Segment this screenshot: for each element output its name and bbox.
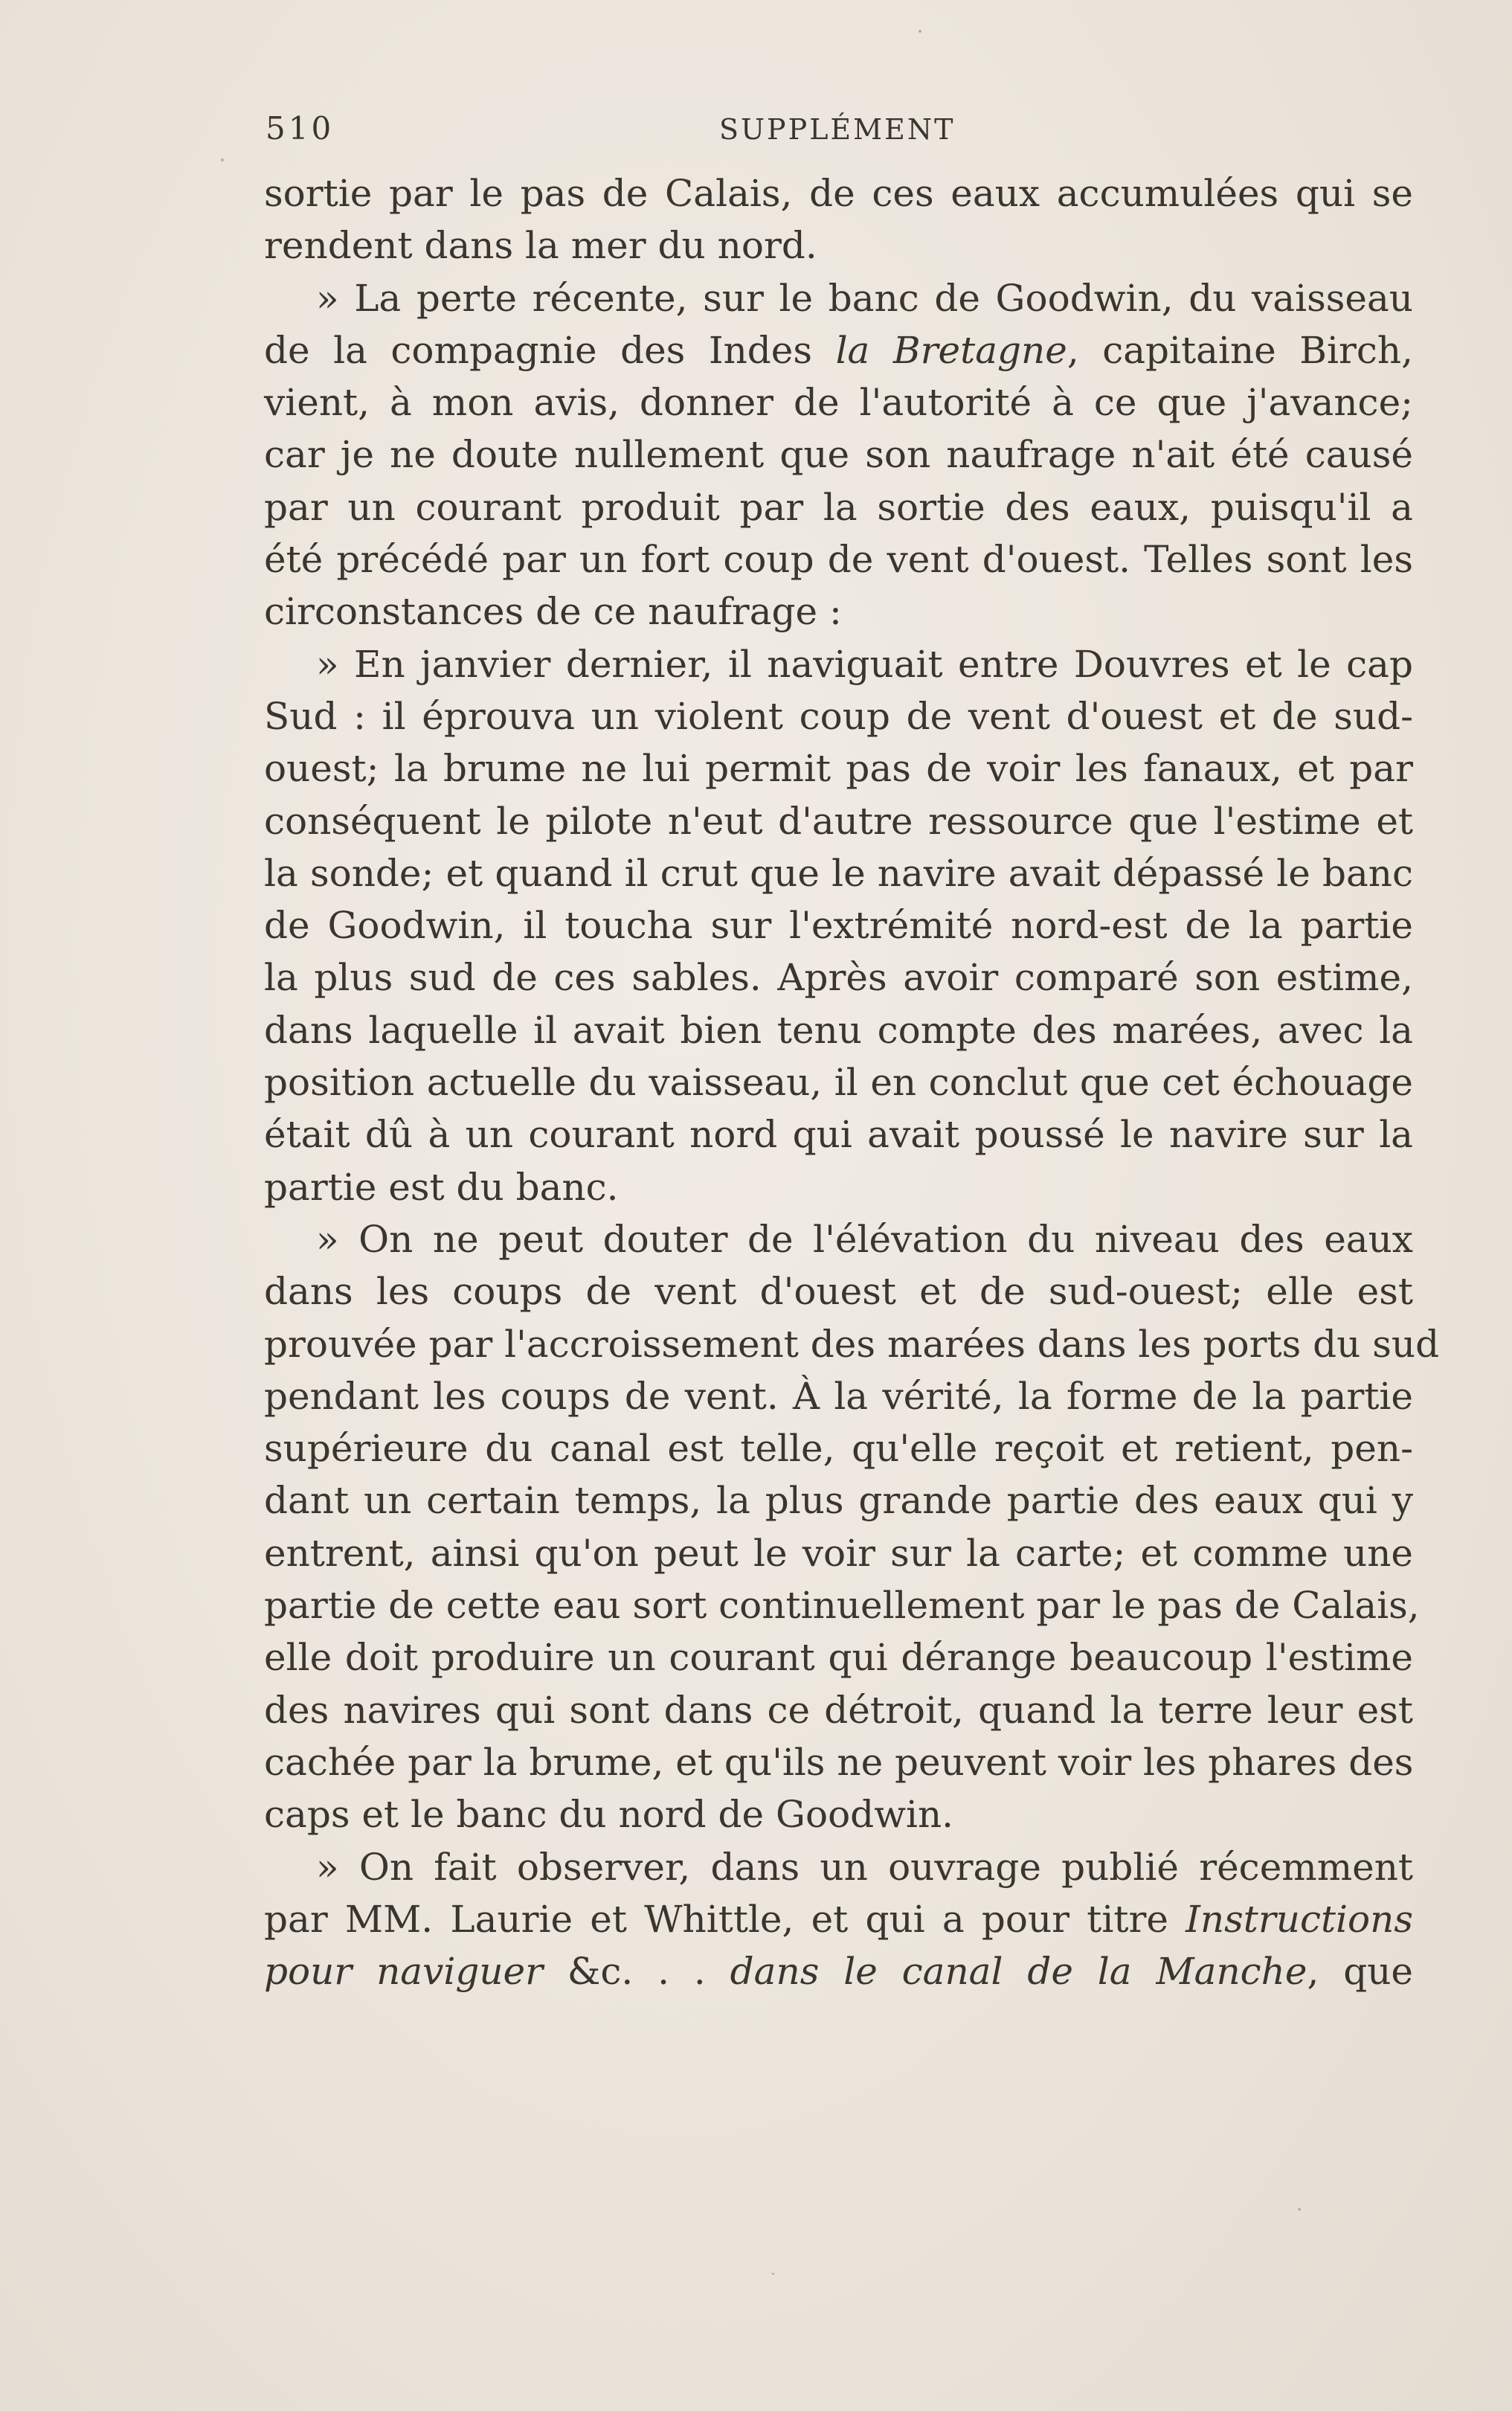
line-text: de Goodwin, il toucha sur l'extrémité nord-est de la partie (264, 904, 1413, 948)
line-text: ouest; la brume ne lui permit pas de voir les fanaux, et par (264, 747, 1413, 791)
text-line (264, 533, 1413, 585)
paper-speck (221, 158, 224, 161)
italic-text: la Bretagne (835, 328, 1067, 372)
paragraph (264, 272, 1413, 638)
line-text: position actuelle du vaisseau, il en conclut que cet échouage (264, 1061, 1413, 1105)
line-text: Sud : il éprouva un violent coup de vent d'ouest et de sud- (264, 694, 1413, 738)
text-line (264, 1108, 1413, 1160)
paragraph (264, 638, 1413, 1213)
line-text: entrent, ainsi qu'on peut le voir sur la carte; et comme une (264, 1531, 1413, 1575)
line-text: » En janvier dernier, il naviguait entre Douvres et le cap (316, 642, 1413, 686)
line-text: elle doit produire un courant qui dérange beaucoup l'estime (264, 1636, 1413, 1680)
text-line (264, 1265, 1413, 1317)
text-line (264, 1684, 1413, 1736)
line-text: , capitaine Birch, (1067, 328, 1413, 372)
italic-text: Instructions (1186, 1897, 1413, 1941)
line-text: pendant les coups de vent. À la vérité, la forme de la partie (264, 1374, 1413, 1418)
text-line (264, 742, 1413, 794)
line-text: &c. . . (543, 1950, 730, 1994)
text-line (264, 1893, 1413, 1945)
text-line (264, 1945, 1413, 1997)
line-text: des navires qui sont dans ce détroit, quand la terre leur est (264, 1688, 1413, 1732)
text-line (264, 167, 1413, 219)
text-line (264, 690, 1413, 742)
text-line (264, 638, 1413, 690)
line-text: » La perte récente, sur le banc de Goodwin, du vaisseau (316, 276, 1413, 320)
text-line (264, 1004, 1413, 1056)
text-line (264, 899, 1413, 951)
line-text: vient, à mon avis, donner de l'autorité à ce que j'avance; (264, 381, 1413, 425)
text-line (264, 1474, 1413, 1526)
line-text: circonstances de ce naufrage : (264, 590, 842, 634)
line-text: , que (1307, 1950, 1414, 1994)
text-line (264, 1422, 1413, 1474)
line-text: par MM. Laurie et Whittle, et qui a pour titre (264, 1897, 1186, 1941)
text-line (264, 1631, 1413, 1683)
line-text: par un courant produit par la sortie des eaux, puisqu'il a (264, 485, 1413, 529)
text-line (264, 1161, 1413, 1213)
text-line (264, 1056, 1413, 1108)
paragraph (264, 1841, 1413, 1998)
paper-speck (919, 30, 921, 33)
page-number: 510 (266, 110, 335, 147)
text-line (264, 481, 1413, 533)
line-text: cachée par la brume, et qu'ils ne peuvent voir les phares des (264, 1740, 1414, 1784)
paragraph (264, 167, 1413, 272)
text-line (264, 1370, 1413, 1422)
text-line (264, 585, 1413, 638)
line-text: été précédé par un fort coup de vent d'ouest. Telles sont les (264, 538, 1413, 582)
line-text: supérieure du canal est telle, qu'elle reçoit et retient, pen- (264, 1427, 1413, 1471)
paper-speck (772, 2273, 774, 2275)
text-line (264, 1736, 1413, 1788)
line-text: dant un certain temps, la plus grande partie des eaux qui y (264, 1479, 1413, 1523)
line-text: » On fait observer, dans un ouvrage publié récemment (316, 1845, 1413, 1889)
line-text: caps et le banc du nord de Goodwin. (264, 1793, 954, 1837)
text-line (264, 847, 1413, 899)
paragraph (264, 1213, 1440, 1841)
line-text: sortie par le pas de Calais, de ces eaux accumulées qui se (264, 172, 1413, 215)
italic-text: dans le canal de la Manche (730, 1950, 1307, 1994)
line-text: prouvée par l'accroissement des marées dans les ports du sud (264, 1322, 1440, 1366)
text-line (264, 272, 1413, 324)
text-line (264, 1527, 1413, 1579)
line-text: était dû à un courant nord qui avait poussé le navire sur la (264, 1113, 1413, 1157)
page-header (266, 110, 1403, 155)
text-line (264, 376, 1413, 428)
line-text: dans les coups de vent d'ouest et de sud-ouest; elle est (264, 1270, 1413, 1314)
text-line (264, 428, 1413, 481)
line-text: de la compagnie des Indes (264, 328, 836, 372)
line-text: dans laquelle il avait bien tenu compte des marées, avec la (264, 1008, 1413, 1052)
text-line (264, 1788, 1413, 1840)
text-line (264, 219, 1413, 272)
line-text: la sonde; et quand il crut que le navire avait dépassé le banc (264, 851, 1413, 895)
text-line (264, 324, 1413, 376)
line-text: » On ne peut douter de l'élévation du niveau des eaux (316, 1217, 1413, 1261)
text-line (264, 1841, 1413, 1893)
text-line (264, 795, 1413, 847)
text-line (264, 1579, 1420, 1631)
line-text: conséquent le pilote n'eut d'autre ressource que l'estime et (264, 799, 1413, 843)
text-line (264, 1318, 1440, 1370)
line-text: la plus sud de ces sables. Après avoir comparé son estime, (264, 956, 1413, 1000)
line-text: partie de cette eau sort continuellement par le pas de Calais, (264, 1584, 1420, 1628)
paper-speck (1298, 2208, 1301, 2211)
line-text: car je ne doute nullement que son naufrage n'ait été causé (264, 433, 1413, 477)
body-text (264, 167, 1440, 1997)
text-line (264, 1213, 1413, 1265)
text-line (264, 951, 1413, 1004)
italic-text: pour naviguer (264, 1950, 544, 1994)
line-text: rendent dans la mer du nord. (264, 224, 817, 268)
line-text: partie est du banc. (264, 1165, 619, 1209)
running-head: SUPPLÉMENT (719, 113, 956, 146)
